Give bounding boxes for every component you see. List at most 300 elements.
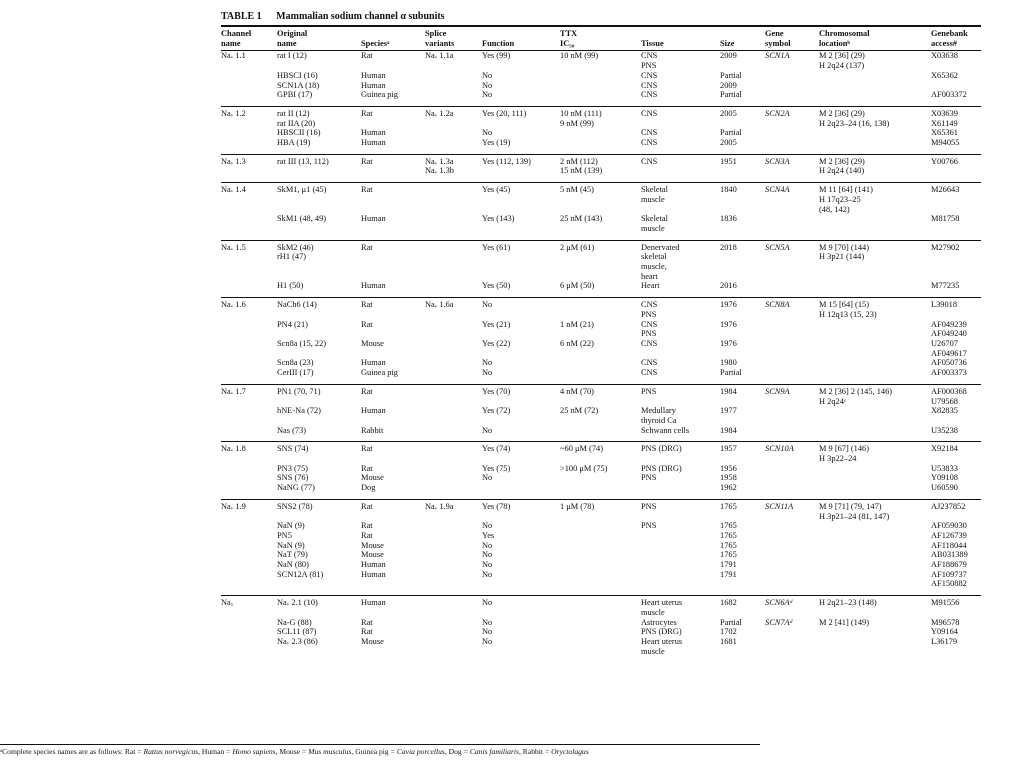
channel-name-cell: Naᵥ 1.6 [221,298,277,320]
splice-variant-cell [425,521,482,531]
ttx-cell [560,618,641,628]
function-cell: No [482,550,493,560]
table-body [221,51,981,662]
channel-name-cell [221,550,277,560]
original-name-cell: NaN (9) [277,521,305,531]
species-common-name: Mouse [279,747,301,756]
original-name-cell: SNS (74) [277,442,361,464]
species-latin-name: Homo sapiens [232,747,276,756]
splice-variant-cell [425,384,482,406]
original-name-cell: SkM1 (48, 49) [277,214,327,224]
species-cell: Human [361,70,386,80]
ttx-cell: 2 nM (112) 15 nM (139) [560,154,641,176]
function-cell: Yes (112, 139) [482,154,560,176]
species-cell: Mouse [361,338,384,348]
function-cell: No [482,368,493,378]
genebank-cell: X82835 [931,406,958,416]
species-cell: Rabbit [361,425,384,435]
chromosome-cell [819,71,931,81]
species-latin-name: Rattus norvegicus [143,747,199,756]
function-cell: No [482,298,560,320]
species-cell: Guinea pig [361,368,398,378]
footnote-species: Human = Homo sapiens, [201,747,280,756]
function-cell: No [482,358,493,368]
ttx-cell: 6 μM (50) [560,281,595,291]
species-latin-name: Oryctolagus [551,747,589,756]
footnote-species: Mouse = Mus musculus, [279,747,356,756]
gene-symbol-cell [765,483,819,493]
size-cell: 1791 [720,569,737,579]
size-cell: 1962 [720,483,737,493]
column-header: Original name [277,29,308,48]
channel-name-cell [221,339,277,358]
table-row [221,339,981,358]
table-row [221,618,981,628]
gene-symbol-cell [765,138,819,148]
original-name-cell: HBA (19) [277,138,311,148]
ttx-cell [560,483,641,493]
tissue-cell: CNS [641,338,658,348]
tissue-cell: Heart [641,281,660,291]
gene-symbol-cell: SCN10A [765,442,819,464]
table-row [221,541,981,551]
column-header: Chromosomal locationᵇ [819,29,870,48]
table-row [221,81,981,91]
chromosome-cell: M 2 [41] (149) [819,617,870,627]
function-cell: No [482,425,493,435]
tissue-cell: CNS PNS [641,319,658,339]
ttx-cell [560,570,641,589]
genebank-cell: AF050736 [931,358,967,368]
size-cell: 1957 [720,442,765,464]
splice-variant-cell: Naᵥ 1.2a [425,106,482,128]
genebank-cell: Y09108 [931,473,958,483]
tissue-cell: Astrocytes [641,617,677,627]
table-row [221,464,981,474]
splice-variant-cell [425,358,482,368]
column-header: Tissue [641,38,664,48]
ttx-cell [560,596,641,618]
species-cell: Rat [361,530,373,540]
species-cell: Human [361,128,386,138]
tissue-cell: CNS [641,138,658,148]
size-cell: 1791 [720,560,737,570]
gene-symbol-cell [765,550,819,560]
chromosome-cell [819,627,931,637]
function-cell: Yes (99) [482,51,511,61]
original-name-cell: NaT (79) [277,550,308,560]
size-cell: 1958 [720,473,737,483]
function-cell: No [482,128,493,138]
size-cell: 2005 [720,138,737,148]
gene-symbol-cell [765,627,819,637]
size-cell: 1836 [720,214,737,224]
channel-name-cell: Naₓ [221,596,277,618]
splice-variant-cell [425,240,482,281]
splice-variant-cell [425,90,482,100]
chromosome-cell [819,426,931,436]
genebank-cell: U26707 AF049617 [931,338,967,358]
species-common-name: Human [201,747,225,756]
size-cell: 1951 [720,154,765,176]
tissue-cell: PNS [641,473,657,483]
channel-name-cell: Naᵥ 1.3 [221,154,277,176]
ttx-cell: 4 nM (70) [560,384,641,406]
gene-symbol-cell: SCN5A [765,240,819,281]
ttx-cell [560,473,641,483]
original-name-cell: SCN12A (81) [277,569,324,579]
column-header: Size [720,38,735,48]
table-row [221,358,981,368]
species-cell: Rat [361,384,425,406]
gene-symbol-cell: SCN4A [765,183,819,215]
chromosome-cell [819,320,931,339]
size-cell: 1976 [720,338,737,348]
splice-variant-cell [425,473,482,483]
table-header [221,27,981,51]
ttx-cell [560,550,641,560]
table-row [221,637,981,656]
chromosome-cell [819,358,931,368]
species-cell: Human [361,560,386,570]
channel-name-cell [221,627,277,637]
ttx-cell: 1 nM (21) [560,319,594,329]
species-latin-name: Cavia porcellus [396,747,445,756]
splice-variant-cell [425,320,482,339]
species-common-name: Guinea pig [355,747,389,756]
tissue-cell: Denervated skeletal muscle, heart [641,240,720,281]
ttx-cell [560,358,641,368]
chromosome-cell [819,368,931,378]
channel-name-cell [221,138,277,148]
splice-variant-cell [425,596,482,618]
size-cell: 1984 [720,425,737,435]
species-cell: Rat [361,627,373,637]
gene-symbol-cell [765,320,819,339]
size-cell: 1765 [720,540,737,550]
size-cell: 1765 [720,499,765,521]
table-caption [221,10,981,24]
gene-symbol-cell: SCN1A [765,51,790,61]
genebank-cell: AF003373 [931,368,967,378]
table-row [221,281,981,291]
channel-name-cell [221,560,277,570]
function-cell: No [482,636,493,646]
chromosome-cell [819,473,931,483]
channel-name-cell: Naᵥ 1.7 [221,384,277,406]
function-cell: No [482,473,493,483]
table-row [221,384,981,406]
tissue-cell: Skeletal muscle [641,183,720,215]
footnote-lead: ᵃComplete species names are as follows: [0,747,125,756]
gene-symbol-cell [765,128,819,138]
ttx-cell [560,368,641,378]
size-cell: 1682 [720,596,765,618]
footnote-species-list [125,747,589,756]
size-cell: 1984 [720,384,765,406]
original-name-cell: PN5 [277,530,292,540]
gene-symbol-cell: SCN2A [765,106,819,128]
chromosome-cell: H 2q21–23 (148) [819,596,931,618]
original-name-cell: Scn8a (15, 22) [277,338,327,348]
splice-variant-cell [425,406,482,425]
original-name-cell: Naᵥ 2.1 (10) [277,596,361,618]
splice-variant-cell [425,128,482,138]
chromosome-cell [819,464,931,474]
splice-variant-cell [425,81,482,91]
table-label: TABLE 1 [221,11,262,22]
group-spacer [221,656,981,662]
species-cell: Dog [361,483,376,493]
chromosome-cell [819,128,931,138]
species-cell: Mouse [361,473,384,483]
size-cell: Partial [720,368,742,378]
original-name-cell: PN3 (75) [277,463,308,473]
species-cell: Rat [361,521,373,531]
chromosome-cell: M 9 [71] (79, 147) H 3p21–24 (81, 147) [819,499,931,521]
size-cell: Partial [720,617,742,627]
table-row [221,627,981,637]
gene-symbol-cell [765,521,819,531]
tissue-cell: Heart uterus muscle [641,636,683,656]
chromosome-cell: M 2 [36] (29) H 2q24 (137) [819,51,865,71]
function-cell: No [482,70,493,80]
genebank-cell: L39018 [931,298,981,320]
table-row [221,570,981,589]
gene-symbol-cell [765,214,819,233]
tissue-cell: CNS [641,80,658,90]
genebank-cell: AF059030 [931,521,967,531]
channel-name-cell [221,320,277,339]
channel-name-cell [221,426,277,436]
ttx-cell: 25 nM (72) [560,406,599,416]
channel-name-cell [221,531,277,541]
table-row [221,154,981,176]
table-row [221,240,981,281]
channel-name-cell [221,464,277,474]
function-cell: No [482,569,493,579]
original-name-cell: SNS (76) [277,473,309,483]
genebank-cell: X92184 [931,442,981,464]
species-common-name: Dog [448,747,462,756]
species-cell: Human [361,406,386,416]
table-row [221,473,981,483]
splice-variant-cell [425,464,482,474]
table-row [221,368,981,378]
table-row [221,406,981,425]
ttx-cell [560,560,641,570]
genebank-cell: AF003372 [931,90,967,100]
size-cell: 1702 [720,627,737,637]
size-cell: 1976 [720,298,765,320]
ttx-cell: 6 nM (22) [560,338,594,348]
table-row [221,128,981,138]
species-cell: Rat [361,106,425,128]
genebank-cell: X03639 X61149 [931,106,981,128]
chromosome-cell [819,541,931,551]
size-cell: Partial [720,90,742,100]
genebank-cell: M27902 [931,240,981,281]
function-cell: Yes (78) [482,499,560,521]
genebank-cell: Y00766 [931,154,981,176]
original-name-cell: SCN1A (18) [277,80,320,90]
species-cell: Mouse [361,636,384,646]
table-row [221,138,981,148]
species-cell: Rat [361,617,373,627]
ttx-cell: >100 μM (75) [560,463,608,473]
function-cell: No [482,80,493,90]
size-cell: 2009 [720,51,737,61]
species-cell: Human [361,596,425,618]
original-name-cell: CerIII (17) [277,368,314,378]
size-cell: 2018 [720,240,765,281]
tissue-cell: CNS [641,154,720,176]
size-cell: 1977 [720,406,737,416]
ttx-cell [560,138,641,148]
gene-symbol-cell: SCN6Aᵈ [765,596,819,618]
header-row [221,27,981,51]
splice-variant-cell [425,627,482,637]
original-name-cell: Na-G (88) [277,617,312,627]
tissue-cell: CNS PNS [641,51,658,71]
channel-name-cell [221,637,277,656]
size-cell: 1956 [720,463,737,473]
tissue-cell: CNS [641,128,658,138]
original-name-cell: rat III (13, 112) [277,154,361,176]
size-cell: 2005 [720,106,765,128]
gene-symbol-cell [765,473,819,483]
original-name-cell: HBSCI (16) [277,70,318,80]
species-cell: Rat [361,442,425,464]
ttx-cell [560,531,641,541]
size-cell: 1976 [720,319,737,329]
original-name-cell: rat I (12) [277,51,307,61]
original-name-cell: PN1 (70, 71) [277,384,361,406]
chromosome-cell [819,570,931,589]
channel-name-cell [221,483,277,493]
table-row [221,596,981,618]
original-name-cell: PN4 (21) [277,319,308,329]
species-cell: Human [361,281,386,291]
ttx-cell [560,90,641,100]
genebank-cell: L36179 [931,636,958,646]
table-row [221,550,981,560]
splice-variant-cell [425,214,482,233]
ttx-cell [560,81,641,91]
species-cell: Rat [361,154,425,176]
channel-name-cell [221,618,277,628]
table-row [221,531,981,541]
channel-name-cell [221,128,277,138]
function-cell: No [482,521,493,531]
ttx-cell [560,627,641,637]
original-name-cell: SkM1, μ1 (45) [277,183,361,215]
species-cell: Rat [361,499,425,521]
original-name-cell: SNS2 (78) [277,499,361,521]
tissue-cell [641,550,720,560]
table-page [221,10,981,662]
size-cell: 1840 [720,183,765,215]
ttx-cell [560,541,641,551]
column-header: TTX IC₅₀ [560,29,578,48]
tissue-cell: PNS [641,384,720,406]
gene-symbol-cell [765,71,819,81]
genebank-cell: Y09164 [931,627,958,637]
gene-symbol-cell [765,464,819,474]
function-cell: Yes (19) [482,138,511,148]
splice-variant-cell [425,541,482,551]
species-cell: Rat [361,463,373,473]
chromosome-cell [819,90,931,100]
splice-variant-cell [425,560,482,570]
genebank-cell: U53833 [931,463,958,473]
ttx-cell [560,521,641,531]
splice-variant-cell [425,637,482,656]
size-cell: 1765 [720,550,737,560]
table-row [221,51,981,71]
channel-name-cell: Naᵥ 1.9 [221,499,277,521]
channel-name-cell: Naᵥ 1.1 [221,51,246,61]
gene-symbol-cell: SCN11A [765,499,819,521]
species-cell: Human [361,138,386,148]
chromosome-cell: M 2 [36] 2 (145, 146) H 2q24ᶜ [819,384,931,406]
chromosome-cell: M 9 [67] (146) H 3p22–24 [819,442,931,464]
table-row [221,320,981,339]
original-name-cell: rat II (12) rat IIA (20) [277,106,361,128]
tissue-cell: Schwann cells [641,425,690,435]
genebank-cell: M81758 [931,214,960,224]
function-cell: Yes (22) [482,338,511,348]
ttx-cell: 5 nM (45) [560,183,641,215]
sodium-channel-table [221,27,981,662]
ttx-cell: 1 μM (78) [560,499,641,521]
species-cell: Rat [361,51,373,61]
table-row [221,499,981,521]
chromosome-cell: M 9 [70] (144) H 3p21 (144) [819,240,931,281]
genebank-cell: AB031389 [931,550,968,560]
function-cell: Yes (70) [482,384,560,406]
column-header: Splice variants [425,29,455,48]
tissue-cell: PNS (DRG) [641,463,682,473]
tissue-cell: Heart uterus muscle [641,596,720,618]
ttx-cell [560,128,641,138]
channel-name-cell [221,406,277,425]
species-common-name: Rat [124,747,136,756]
channel-name-cell: Naᵥ 1.4 [221,183,277,215]
gene-symbol-cell [765,560,819,570]
size-cell: 1765 [720,521,737,531]
genebank-cell: U60590 [931,483,958,493]
ttx-cell: 2 μM (61) [560,240,641,281]
tissue-cell: CNS PNS [641,298,720,320]
species-common-name: Rabbit [522,747,544,756]
chromosome-cell: M 2 [36] (29) H 2q24 (140) [819,154,931,176]
chromosome-cell [819,406,931,425]
gene-symbol-cell [765,426,819,436]
function-cell: No [482,90,493,100]
ttx-cell [560,426,641,436]
gene-symbol-cell: SCN9A [765,384,819,406]
genebank-cell: M94055 [931,138,960,148]
species-latin-name: Mus musculus [308,747,352,756]
size-cell: Partial [720,128,742,138]
channel-name-cell: Naᵥ 1.2 [221,106,277,128]
channel-name-cell [221,521,277,531]
chromosome-cell [819,214,931,233]
tissue-cell: CNS [641,70,658,80]
function-cell: Yes (45) [482,183,560,215]
chromosome-cell [819,560,931,570]
